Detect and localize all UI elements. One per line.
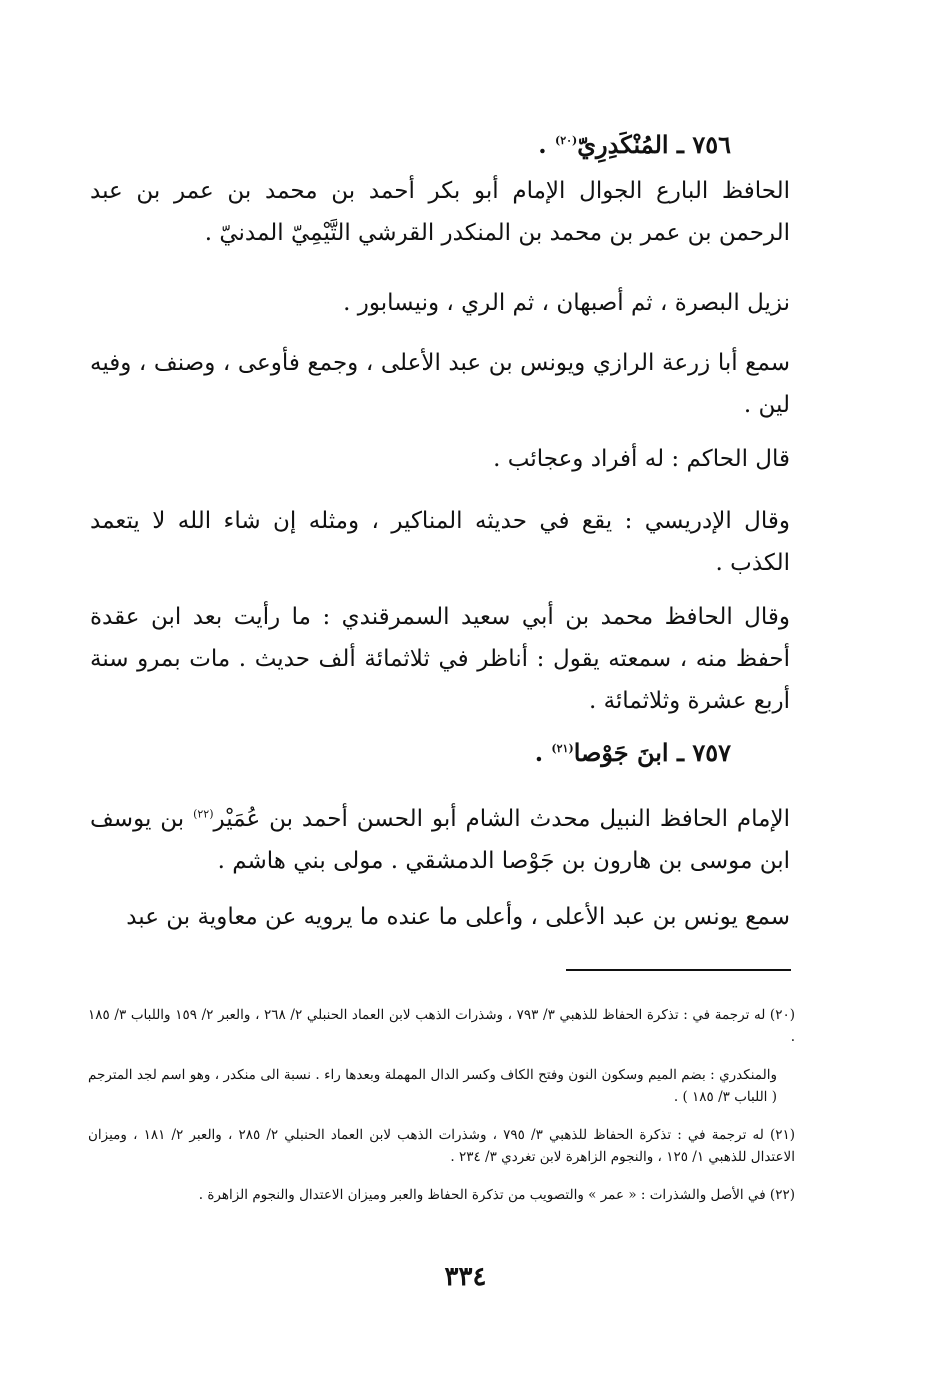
entry-757-heading <box>535 738 731 767</box>
entry-756-paragraph-4: قال الحاكم : له أفراد وعجائب . <box>493 446 790 472</box>
entry-756-title: ٧٥٦ ـ المُنْكَدِرِيّ <box>577 130 731 159</box>
entry-757-para1-end: بن يوسف ابن موسى بن هارون بن جَوْصا الدمشقي . مولى بني هاشم . <box>90 806 790 874</box>
entry-756-heading-end: . <box>538 130 555 159</box>
footnote-20-continued: والمنكدري : بضم الميم وسكون النون وفتح الكاف وكسر الدال المهملة وبعدها راء . نسبة الى منكدر ، وهو اسم لجد المترجم ( اللباب ٣/ ١٨٥ ) . <box>88 1067 777 1105</box>
entry-756-heading <box>538 130 731 159</box>
entry-757-note-ref: (٢١) <box>551 742 574 755</box>
entry-756-paragraph-5: وقال الإدريسي : يقع في حديثه المناكير ، ومثله إن شاء الله لا يتعمد الكذب . <box>90 508 790 576</box>
entry-756-paragraph-6: وقال الحافظ محمد بن أبي سعيد السمرقندي : ما رأيت بعد ابن عقدة أحفظ منه ، سمعته يقول : أناظر في ثلاثمائة ألف حديث . مات بمرو سنة أربع عشرة وثلاثمائة . <box>90 604 790 714</box>
entry-756-note-ref: (٢٠) <box>554 134 578 147</box>
page-number: ٣٣٤ <box>444 1262 487 1292</box>
entry-757-title: ٧٥٧ ـ ابنَ جَوْصا <box>573 738 731 767</box>
entry-756-paragraph-1: الحافظ البارع الجوال الإمام أبو بكر أحمد بن محمد بن عمر بن عبد الرحمن بن عمر بن محمد بن المنكدر القرشي التَّيْمِيّ المدنيّ . <box>90 178 790 246</box>
footnote-20: (٢٠) له ترجمة في : تذكرة الحفاظ للذهبي ٣/ ٧٩٣ ، وشذرات الذهب لابن العماد الحنبلي ٢/ ٢٦٨ ، والعبر ٢/ ١٥٩ واللباب ٣/ ١٨٥ . <box>88 1007 795 1045</box>
entry-756-paragraph-2: نزيل البصرة ، ثم أصبهان ، ثم الري ، ونيسابور . <box>343 290 790 316</box>
entry-757-paragraph-1 <box>90 798 790 882</box>
entry-757-paragraph-2: سمع يونس بن عبد الأعلى ، وأعلى ما عنده ما يرويه عن معاوية بن عبد <box>126 904 790 930</box>
footnote-22: (٢٢) في الأصل والشذرات : « عمر » والتصويب من تذكرة الحفاظ والعبر وميزان الاعتدال والنجوم الزاهرة . <box>198 1187 795 1203</box>
footnote-21: (٢١) له ترجمة في : تذكرة الحفاظ للذهبي ٣/ ٧٩٥ ، وشذرات الذهب لابن العماد الحنبلي ٢/ ٢٨٥ ، والعبر ٢/ ١٨١ ، وميزان الاعتدال للذهبي ١/ ١٢٥ ، والنجوم الزاهرة لابن تغردي ٣/ ٢٣٤ . <box>88 1127 796 1165</box>
entry-757-heading-end: . <box>534 738 552 767</box>
entry-757-para1-start: الإمام الحافظ النبيل محدث الشام أبو الحسن أحمد بن عُمَيْر <box>213 806 790 832</box>
entry-756-paragraph-3: سمع أبا زرعة الرازي ويونس بن عبد الأعلى ، وجمع فأوعى ، وصنف ، وفيه لين . <box>90 350 790 418</box>
entry-757-para1-note-ref: (٢٢) <box>193 807 214 821</box>
footnote-separator <box>566 969 791 971</box>
